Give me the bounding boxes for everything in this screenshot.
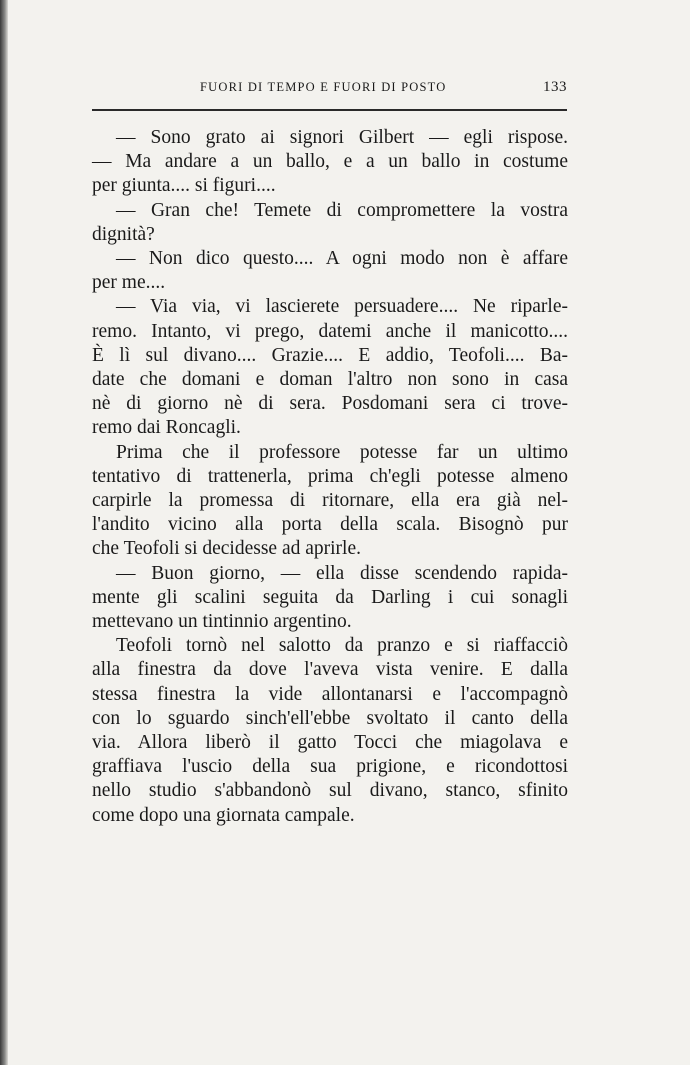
text-line: per me.... [92,272,166,294]
page-edge [0,0,8,1065]
text-line: nè di giorno nè di sera. Posdomani sera ci trove- [92,393,568,415]
text-line: carpirle la promessa di ritornare, ella era già nel- [92,490,568,512]
text-line: date che domani e doman l'altro non sono in casa [92,369,568,391]
text-line: alla finestra da dove l'aveva vista venire. E dalla [92,659,568,681]
text-line: graffiava l'uscio della sua prigione, e ricondottosi [92,756,568,778]
text-line: nello studio s'abbandonò sul divano, stanco, sfinito [92,780,568,802]
text-line: l'andito vicino alla porta della scala. Bisognò pur [92,514,568,536]
page-number: 133 [543,79,567,95]
text-line: — Gran che! Temete di compromettere la vostra [116,199,568,221]
text-line: dignità? [92,223,155,245]
text-line: con lo sguardo sinch'ell'ebbe svoltato il canto della [92,707,568,729]
text-line: — Non dico questo.... A ogni modo non è affare [116,248,568,270]
text-line: per giunta.... si figuri.... [92,175,276,197]
text-line: Prima che il professore potesse far un ultimo [116,441,568,463]
text-line: — Buon giorno, — ella disse scendendo rapida- [116,562,568,584]
text-line: remo dai Roncagli. [92,417,241,439]
text-line: — Sono grato ai signori Gilbert — egli rispose. [116,127,568,148]
text-line: — Via via, vi lascierete persuadere.... Ne riparle- [116,296,568,318]
text-line: stessa finestra la vide allontanarsi e l'accompagnò [92,683,568,705]
text-line: mettevano un tintinnio argentino. [92,611,352,633]
text-line: mente gli scalini seguita da Darling i cui sonagli [92,586,568,608]
body-text [92,126,568,828]
text-line: — Ma andare a un ballo, e a un ballo in costume [92,151,568,173]
text-line: È lì sul divano.... Grazie.... E addio, Teofoli.... Ba- [92,344,568,366]
header-rule [92,109,567,111]
text-line: Teofoli tornò nel salotto da pranzo e si riaffacciò [116,635,568,657]
text-line: come dopo una giornata campale. [92,804,355,826]
text-line: che Teofoli si decidesse ad aprirle. [92,538,362,560]
text-line: via. Allora liberò il gatto Tocci che miagolava e [92,732,568,754]
text-line: tentativo di trattenerla, prima ch'egli potesse almeno [92,465,568,487]
text-line: remo. Intanto, vi prego, datemi anche il manicotto.... [92,320,568,342]
running-title: FUORI DI TEMPO E FUORI DI POSTO [200,80,447,94]
